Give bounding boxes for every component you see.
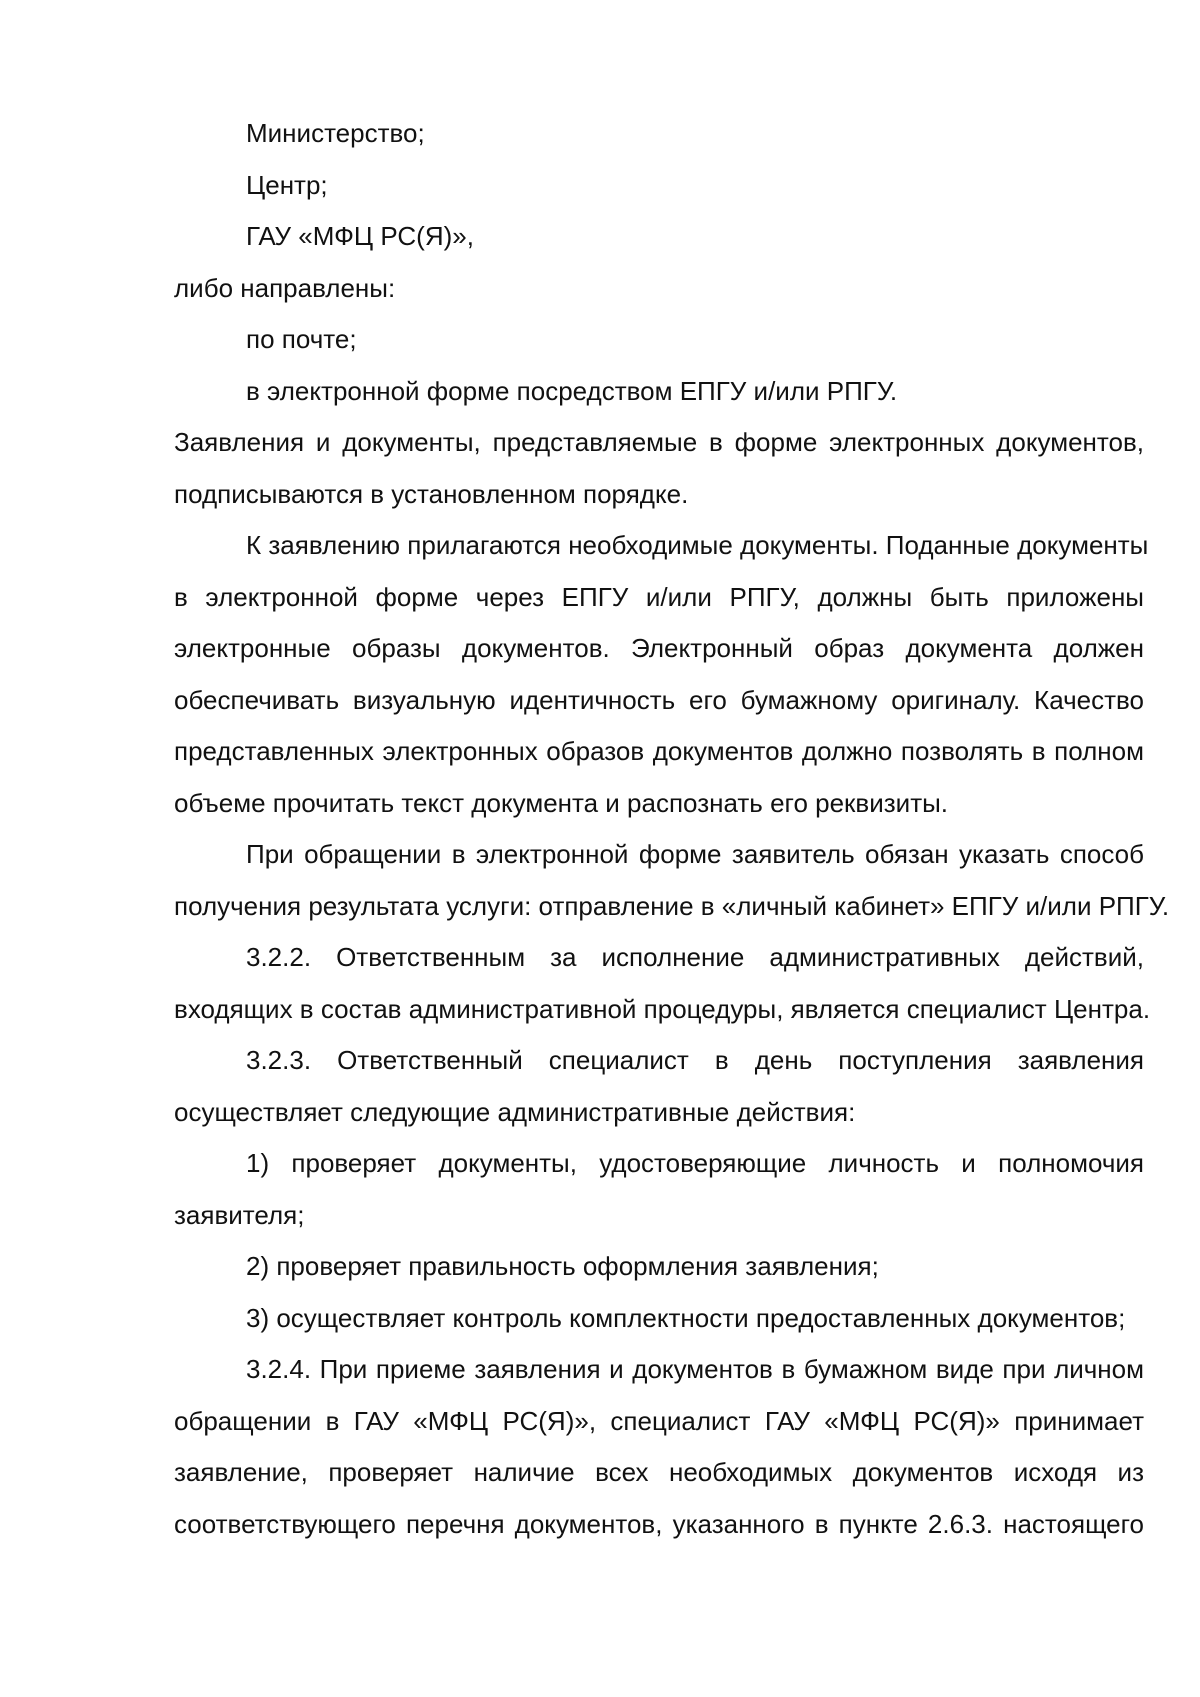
- text-line: либо направлены:: [174, 272, 396, 303]
- text-line: получения результата услуги: отправление в «личный кабинет» ЕПГУ и/или РПГУ.: [174, 890, 1170, 921]
- document-page: [174, 108, 1170, 1550]
- text-line: входящих в состав административной процедуры, является специалист Центра.: [174, 993, 1151, 1024]
- text-line: по почте;: [246, 324, 357, 354]
- text-line: электронные образы документов. Электронный образ документа должен: [174, 633, 1144, 663]
- text-line: 3.2.3. Ответственный специалист в день поступления заявления: [246, 1045, 1144, 1075]
- text-line: обращении в ГАУ «МФЦ РС(Я)», специалист ГАУ «МФЦ РС(Я)» принимает: [174, 1405, 1144, 1436]
- text-line: При обращении в электронной форме заявитель обязан указать способ: [246, 839, 1144, 869]
- text-line: Министерство;: [246, 118, 425, 148]
- text-line: объеме прочитать текст документа и распознать его реквизиты.: [174, 787, 949, 818]
- text-line: заявление, проверяет наличие всех необходимых документов исходя из: [174, 1457, 1144, 1487]
- text-line: Центр;: [246, 169, 328, 200]
- text-line: обеспечивать визуальную идентичность его бумажному оригиналу. Качество: [174, 684, 1144, 715]
- text-line: 2) проверяет правильность оформления заявления;: [246, 1251, 879, 1281]
- text-line: 3.2.4. При приеме заявления и документов в бумажном виде при личном: [246, 1354, 1144, 1384]
- text-line: ГАУ «МФЦ РС(Я)»,: [246, 221, 474, 251]
- text-line: Заявления и документы, представляемые в форме электронных документов,: [174, 427, 1144, 457]
- text-line: 3) осуществляет контроль комплектности предоставленных документов;: [246, 1302, 1126, 1333]
- text-line: 3.2.2. Ответственным за исполнение административных действий,: [246, 942, 1144, 972]
- text-line: представленных электронных образов документов должно позволять в полном: [174, 736, 1144, 766]
- text-line: заявителя;: [174, 1199, 305, 1230]
- text-line: в электронной форме через ЕПГУ и/или РПГУ, должны быть приложены: [174, 581, 1144, 612]
- text-line: осуществляет следующие административные действия:: [174, 1096, 856, 1127]
- text-line: соответствующего перечня документов, указанного в пункте 2.6.3. настоящего: [174, 1508, 1144, 1539]
- text-line: в электронной форме посредством ЕПГУ и/или РПГУ.: [246, 375, 898, 406]
- text-line: К заявлению прилагаются необходимые документы. Поданные документы: [246, 530, 1149, 560]
- text-line: подписываются в установленном порядке.: [174, 478, 689, 509]
- text-line: 1) проверяет документы, удостоверяющие личность и полномочия: [246, 1148, 1144, 1178]
